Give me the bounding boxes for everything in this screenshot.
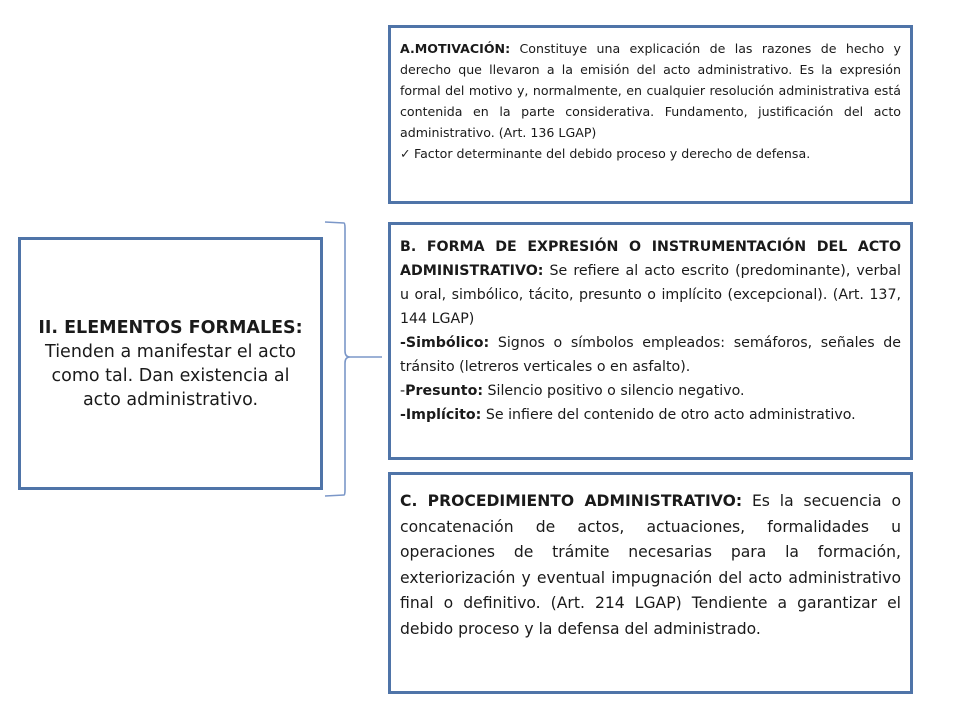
presunto-dash: - — [400, 383, 406, 399]
forma-expresion-box — [388, 222, 913, 460]
elementos-formales-text — [33, 316, 308, 412]
elementos-formales-title: II. ELEMENTOS FORMALES: — [38, 317, 303, 338]
implicito-text: Se infiere del contenido de otro acto administrativo. — [485, 407, 856, 423]
simbolico-text: Signos o símbolos empleados: semáforos, señales de tránsito (letreros verticales o en asfalto). — [400, 335, 901, 375]
checkmark-icon: ✓ — [400, 146, 411, 161]
simbolico-label: -Simbólico: — [400, 335, 490, 351]
motivacion-text: Constituye una explicación de las razones de hecho y derecho que llevaron a la emisión del acto administrativo. Es la expresión formal del motivo y, normalmente, en cualquier resolución administrativa está contenida en la parte considerativa. Fundamento, justificación del acto administrativo. (Art. 136 LGAP) — [400, 41, 901, 140]
presunto-line — [400, 379, 901, 403]
curly-bracket-connector — [322, 220, 388, 498]
bracket-ends — [325, 222, 344, 496]
procedimiento-box — [388, 472, 913, 694]
motivacion-paragraph — [400, 38, 901, 143]
motivacion-bullet-text: Factor determinante del debido proceso y derecho de defensa. — [414, 146, 811, 161]
elementos-formales-body: Tienden a manifestar el acto como tal. Dan existencia al acto administrativo. — [45, 341, 296, 410]
motivacion-bullet — [400, 143, 901, 164]
presunto-text: Silencio positivo o silencio negativo. — [487, 383, 745, 399]
implicito-line — [400, 403, 901, 427]
presunto-label: Presunto: — [405, 383, 483, 399]
motivacion-label: A.MOTIVACIÓN: — [400, 41, 511, 56]
bracket-path — [344, 223, 382, 495]
implicito-label: -Implícito: — [400, 407, 482, 423]
elementos-formales-box — [18, 237, 323, 490]
procedimiento-label: C. PROCEDIMIENTO ADMINISTRATIVO: — [400, 492, 743, 510]
procedimiento-text: Es la secuencia o concatenación de actos, actuaciones, formalidades u operaciones de trámite necesarias para la formación, exteriorización y eventual impugnación del acto administrativo final o definitivo. (Art. 214 LGAP) Tendiente a garantizar el debido proceso y la defensa del administrado. — [400, 492, 901, 638]
simbolico-line — [400, 331, 901, 379]
forma-label: B. FORMA DE EXPRESIÓN O INSTRUMENTACIÓN DEL ACTO ADMINISTRATIVO: — [400, 239, 901, 279]
forma-text: Se refiere al acto escrito (predominante), verbal u oral, simbólico, tácito, presunto o implícito (excepcional). (Art. 137, 144 LGAP) — [400, 263, 901, 327]
motivacion-box — [388, 25, 913, 204]
procedimiento-paragraph — [400, 489, 901, 642]
forma-paragraph — [400, 235, 901, 331]
